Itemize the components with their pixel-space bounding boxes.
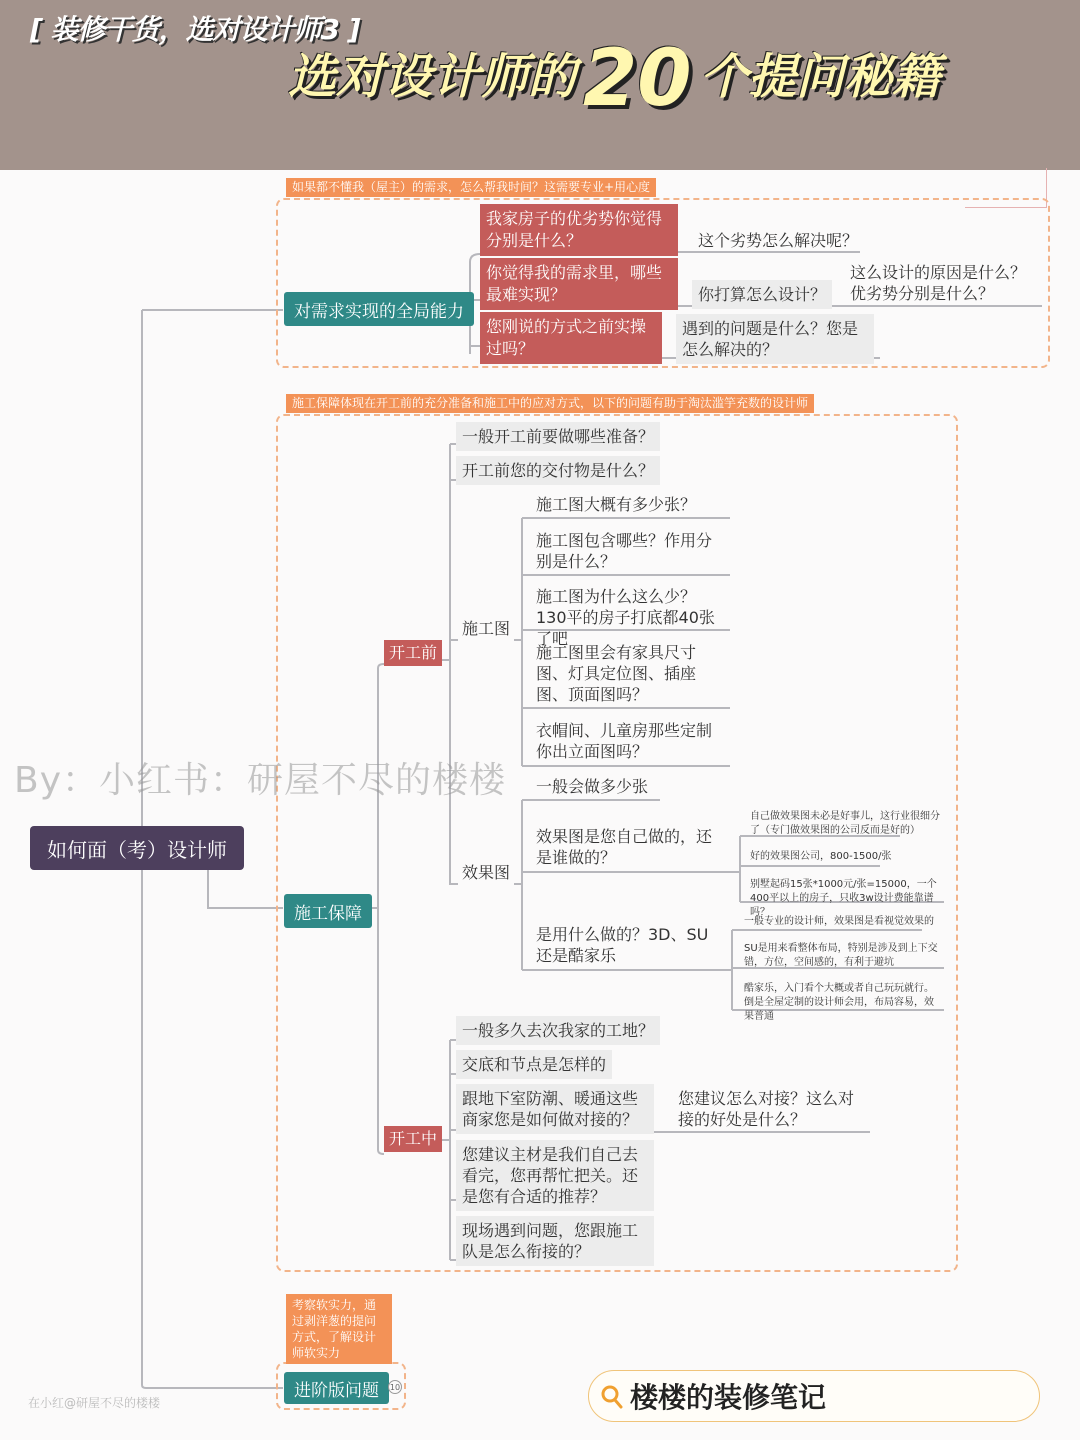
render-who-question[interactable]: 效果图是您自己做的，还是谁做的？ — [536, 827, 713, 867]
branch1-q3[interactable]: 您刚说的方式之前实操过吗？ — [480, 312, 662, 364]
branch1-note: 如果都不懂我（屋主）的需求，怎么帮我时间？这需要专业+用心度 — [286, 178, 656, 197]
render-who-note: 别墅起码15张*1000元/张=15000，一个400平以上的房子，只收3w设计费能靠谱吗？ — [750, 879, 937, 918]
series-tag: [ 装修干货，选对设计师3 ] — [30, 13, 360, 46]
before-prep-question[interactable]: 一般开工前要做哪些准备？ — [456, 422, 660, 451]
branch1-q1-follow[interactable]: 这个劣势怎么解决呢？ — [698, 231, 859, 250]
root-node[interactable]: 如何面（考）设计师 — [30, 826, 244, 870]
branch1-q2-follow[interactable]: 你打算怎么设计？ — [692, 280, 832, 309]
render-tool-note: SU是用来看整体布局，特别是涉及到上下交错，方位，空间感的，有利于避坑 — [744, 943, 938, 968]
corner-watermark: 在小红@研屋不尽的楼楼 — [28, 1396, 161, 1410]
drawings-item[interactable]: 施工图包含哪些？作用分别是什么？ — [536, 531, 713, 571]
drawings-item[interactable]: 施工图为什么这么少？130平的房子打底都40张了吧 — [536, 587, 715, 648]
branch2-note: 施工保障体现在开工前的充分准备和施工中的应对方式，以下的问题有助于淘汰滥竽充数的设计师 — [286, 394, 814, 413]
render-node[interactable]: 效果图 — [462, 863, 511, 882]
branch1-q2-follow2[interactable]: 这么设计的原因是什么？优劣势分别是什么？ — [850, 263, 1027, 303]
before-node[interactable]: 开工前 — [384, 640, 442, 666]
render-who-note: 好的效果图公司，800-1500/张 — [750, 851, 892, 862]
before-deliverable-question[interactable]: 开工前您的交付物是什么？ — [456, 456, 660, 485]
during-node[interactable]: 开工中 — [384, 1126, 442, 1152]
during-item[interactable]: 交底和节点是怎样的 — [456, 1050, 612, 1079]
expand-count-badge[interactable]: 10 — [388, 1380, 402, 1394]
title-part2: 个提问秘籍 — [700, 49, 941, 105]
title-number: 20 — [583, 34, 692, 124]
render-count-question[interactable]: 一般会做多少张 — [536, 777, 649, 796]
branch1-q2[interactable]: 你觉得我的需求里，哪些最难实现？ — [480, 258, 678, 310]
render-tool-note: 一般专业的设计师，效果图是看视觉效果的 — [744, 916, 934, 927]
during-item[interactable]: 跟地下室防潮、暖通这些商家您是如何做对接的？ — [456, 1084, 654, 1134]
branch1-q1[interactable]: 我家房子的优劣势你觉得分别是什么？ — [480, 204, 678, 256]
drawings-item[interactable]: 衣帽间、儿童房那些定制你出立面图吗？ — [536, 721, 713, 761]
branch1-node[interactable]: 对需求实现的全局能力 — [284, 292, 474, 326]
render-tool-note: 酷家乐，入门看个大概或者自己玩玩就行。倒是全屋定制的设计师会用，布局容易，效果普通 — [744, 983, 934, 1022]
watermark-text: By：小红书：研屋不尽的楼楼 — [14, 760, 507, 801]
during-item[interactable]: 现场遇到问题，您跟施工队是怎么衔接的？ — [456, 1216, 654, 1266]
during-follow[interactable]: 您建议怎么对接？这么对接的好处是什么？ — [678, 1089, 855, 1129]
branch1-q3-follow[interactable]: 遇到的问题是什么？您是怎么解决的？ — [676, 314, 874, 364]
drawings-node[interactable]: 施工图 — [462, 619, 511, 638]
branch2-node[interactable]: 施工保障 — [284, 894, 372, 928]
render-who-note: 自己做效果图未必是好事儿，这行业很细分了（专门做效果图的公司反而是好的） — [750, 811, 940, 836]
drawings-item[interactable]: 施工图大概有多少张？ — [536, 495, 697, 514]
drawings-item[interactable]: 施工图里会有家具尺寸图、灯具定位图、插座图、顶面图吗？ — [536, 643, 697, 704]
title-part1: 选对设计师的 — [288, 49, 577, 105]
branch3-note: 考察软实力，通过剥洋葱的提问方式，了解设计师软实力 — [286, 1294, 392, 1364]
during-item[interactable]: 您建议主材是我们自己去看完，您再帮忙把关。还是您有合适的推荐？ — [456, 1140, 654, 1211]
branch3-node[interactable]: 进阶版问题 — [284, 1372, 389, 1404]
render-tool-question[interactable]: 是用什么做的？3D、SU还是酷家乐 — [536, 925, 709, 965]
search-icon — [600, 1384, 624, 1410]
during-item[interactable]: 一般多久去次我家的工地？ — [456, 1016, 660, 1045]
brand-name: 楼楼的装修笔记 — [630, 1381, 827, 1414]
